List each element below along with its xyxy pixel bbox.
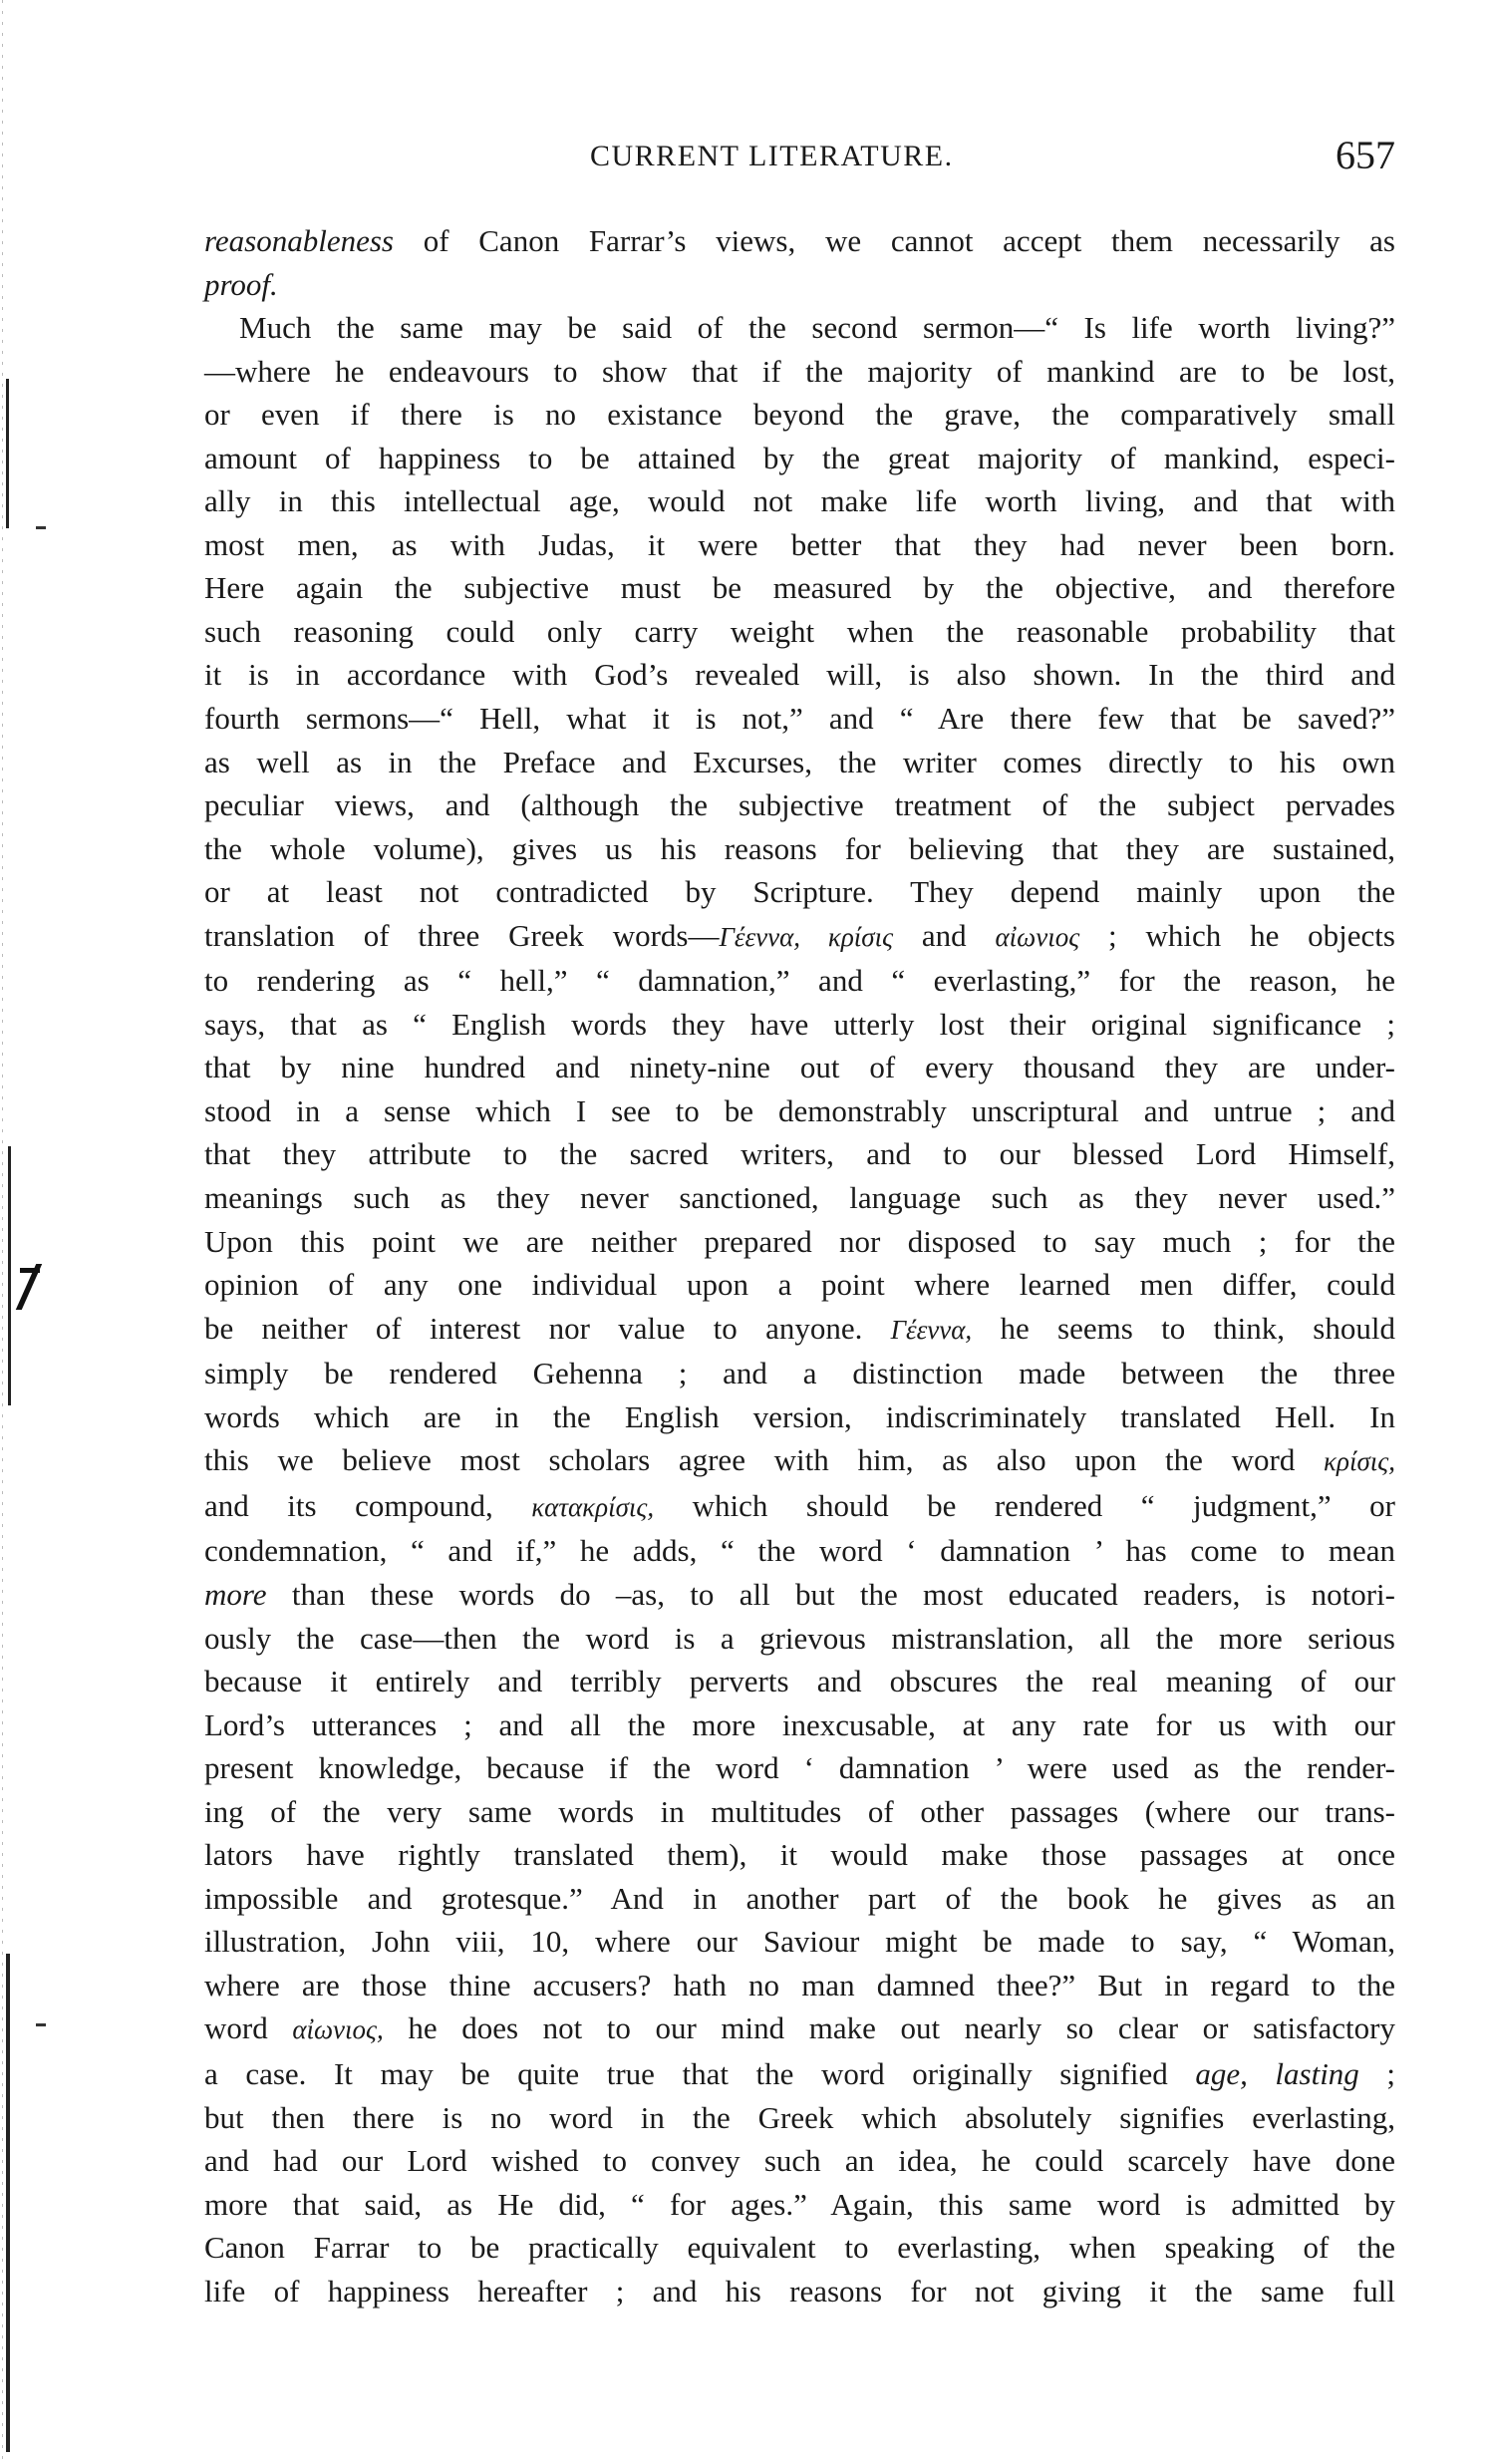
scan-edge-mark	[6, 1954, 10, 2452]
text-line	[204, 1877, 1395, 1921]
text-run: Canon Farrar to be practically equivalent to everlasting, when speaking of the	[204, 2230, 1395, 2266]
text-line	[204, 523, 1395, 567]
text-line	[204, 2183, 1395, 2227]
text-run: ally in this intellectual age, would not make life worth living, and that with	[204, 483, 1395, 519]
text-run: it is in accordance with God’s revealed will, is also shown. In the third and	[204, 657, 1395, 693]
text-run: where are those thine accusers? hath no man damned thee?” But in regard to the	[204, 1967, 1395, 2002]
text-line	[204, 2226, 1395, 2270]
text-run: lators have rightly translated them), it would make those passages at once	[204, 1837, 1395, 1873]
text-run: more that said, as He did, “ for ages.” Again, this same word is admitted by	[204, 2186, 1395, 2222]
text-line	[204, 783, 1395, 827]
text-run: and	[893, 917, 996, 953]
text-line	[204, 2270, 1395, 2313]
text-line	[204, 1046, 1395, 1089]
text-run: opinion of any one individual upon a point where learned men differ, could	[204, 1267, 1395, 1303]
text-line	[204, 1352, 1395, 1395]
text-line	[204, 219, 1395, 263]
text-line	[204, 1220, 1395, 1264]
text-run: which should be rendered “ judgment,” or	[654, 1487, 1395, 1523]
italic-text: more	[204, 1576, 267, 1612]
text-run: most men, as with Judas, it were better that they had never been born.	[204, 526, 1395, 562]
text-run: condemnation, “ and if,” he adds, “ the word ‘ damnation ’ has come to mean	[204, 1533, 1395, 1569]
text-line	[204, 263, 1395, 307]
italic-text: reasonableness	[204, 223, 394, 258]
text-line	[204, 1529, 1395, 1573]
scan-edge-mark	[8, 1146, 11, 1405]
text-line	[204, 959, 1395, 1003]
text-run: Upon this point we are neither prepared nor disposed to say much ; for the	[204, 1223, 1395, 1259]
text-run: Lord’s utterances ; and all the more inexcusable, at any rate for us with our	[204, 1706, 1395, 1742]
text-run: impossible and grotesque.” And in another part of the book he gives as an	[204, 1880, 1395, 1916]
italic-text: age, lasting	[1195, 2055, 1359, 2091]
greek-word: Γέεννα, κρίσις	[719, 921, 894, 952]
text-run: says, that as “ English words they have utterly lost their original significance ;	[204, 1006, 1395, 1042]
text-run: that by nine hundred and ninety-nine out of every thousand they are under-	[204, 1050, 1395, 1085]
text-line	[204, 350, 1395, 394]
text-line	[204, 1833, 1395, 1877]
scan-margin-mark	[20, 1268, 40, 1273]
text-run: as well as in the Preface and Excurses, the writer comes directly to his own	[204, 744, 1395, 779]
text-line	[204, 1484, 1395, 1530]
text-line	[204, 1573, 1395, 1617]
running-head: CURRENT LITERATURE.	[590, 140, 954, 172]
page-header	[204, 133, 1395, 189]
text-line	[204, 610, 1395, 654]
text-line	[204, 1089, 1395, 1133]
text-line	[204, 1964, 1395, 2007]
text-run: ;	[1358, 2055, 1395, 2091]
greek-word: Γέεννα,	[890, 1314, 973, 1345]
text-line	[204, 1132, 1395, 1176]
text-line	[204, 393, 1395, 437]
text-line	[204, 1003, 1395, 1047]
text-run: be neither of interest nor value to anyone.	[204, 1310, 891, 1346]
text-line	[204, 2139, 1395, 2183]
text-run: present knowledge, because if the word ‘ damnation ’ were used as the render-	[204, 1750, 1395, 1786]
text-run: or even if there is no existance beyond the grave, the comparatively small	[204, 397, 1395, 433]
text-line	[204, 697, 1395, 741]
text-run: the whole volume), gives us his reasons for believing that they are sustained,	[204, 830, 1395, 866]
text-line	[204, 1307, 1395, 1353]
greek-word: αἰωνιος,	[292, 2014, 384, 2045]
italic-text: proof.	[204, 266, 278, 302]
scan-margin-mark	[36, 2023, 46, 2026]
text-run: such reasoning could only carry weight when the reasonable probability that	[204, 613, 1395, 649]
page-number: 657	[1336, 133, 1395, 177]
text-run: and had our Lord wished to convey such an idea, he could scarcely have done	[204, 2143, 1395, 2179]
text-line	[204, 1438, 1395, 1484]
text-line	[204, 741, 1395, 784]
scan-edge-mark	[6, 379, 9, 528]
text-run: words which are in the English version, indiscriminately translated Hell. In	[204, 1398, 1395, 1434]
text-line	[204, 437, 1395, 480]
text-run: ously the case—then the word is a grievous mistranslation, all the more serious	[204, 1620, 1395, 1656]
text-run: meanings such as they never sanctioned, language such as they never used.”	[204, 1180, 1395, 1216]
greek-word: αἰωνιος	[995, 921, 1080, 952]
text-run: translation of three Greek words—	[204, 917, 720, 953]
text-run: word	[204, 2010, 293, 2046]
text-line	[204, 1263, 1395, 1307]
scan-margin-mark	[36, 526, 46, 529]
text-run: that they attribute to the sacred writers, and to our blessed Lord Himself,	[204, 1136, 1395, 1172]
text-run: —where he endeavours to show that if the majority of mankind are to be lost,	[204, 353, 1395, 389]
text-run: illustration, John viii, 10, where our Saviour might be made to say, “ Woman,	[204, 1924, 1395, 1960]
text-run: amount of happiness to be attained by the great majority of mankind, especi-	[204, 440, 1395, 475]
text-run: this we believe most scholars agree with him, as also upon the word	[204, 1442, 1325, 1478]
text-line	[204, 2052, 1395, 2096]
text-run: but then there is no word in the Greek which absolutely signifies everlasting,	[204, 2099, 1395, 2135]
text-run: than these words do –as, to all but the most educated readers, is notori-	[266, 1576, 1395, 1612]
text-run: simply be rendered Gehenna ; and a distinction made between the three	[204, 1356, 1395, 1391]
text-line	[204, 306, 1395, 350]
text-run: to rendering as “ hell,” “ damnation,” and “ everlasting,” for the reason, he	[204, 963, 1395, 999]
text-run: Here again the subjective must be measured by the objective, and therefore	[204, 570, 1395, 606]
text-line	[204, 1617, 1395, 1661]
text-run: a case. It may be quite true that the word originally signified	[204, 2055, 1196, 2091]
greek-word: κρίσις,	[1324, 1446, 1395, 1477]
text-run: Much the same may be said of the second sermon—“ Is life worth living?”	[239, 310, 1395, 346]
text-run: he does not to our mind make out nearly so clear or satisfactory	[383, 2010, 1395, 2046]
text-run: fourth sermons—“ Hell, what it is not,” and “ Are there few that be saved?”	[204, 701, 1395, 737]
greek-word: κατακρίσις,	[531, 1491, 655, 1522]
text-run: of Canon Farrar’s views, we cannot accept them necessarily as	[394, 223, 1395, 258]
text-line	[204, 1746, 1395, 1790]
text-line	[204, 1703, 1395, 1747]
text-line	[204, 566, 1395, 610]
text-run: or at least not contradicted by Scripture. They depend mainly upon the	[204, 874, 1395, 910]
text-line	[204, 1176, 1395, 1220]
text-line	[204, 1395, 1395, 1439]
text-line	[204, 2096, 1395, 2140]
text-run: because it entirely and terribly perverts and obscures the real meaning of our	[204, 1664, 1395, 1699]
text-line	[204, 2006, 1395, 2052]
text-line	[204, 1790, 1395, 1834]
text-line	[204, 479, 1395, 523]
text-run: he seems to think, should	[972, 1310, 1395, 1346]
text-line	[204, 653, 1395, 697]
text-line	[204, 914, 1395, 960]
text-run: ing of the very same words in multitudes of other passages (where our trans-	[204, 1793, 1395, 1829]
text-run: stood in a sense which I see to be demonstrably unscriptural and untrue ; and	[204, 1092, 1395, 1128]
text-run: life of happiness hereafter ; and his reasons for not giving it the same full	[204, 2273, 1395, 2309]
text-run: peculiar views, and (although the subjective treatment of the subject pervades	[204, 787, 1395, 823]
text-run: ; which he objects	[1079, 917, 1395, 953]
body-text	[204, 219, 1395, 2312]
scan-edge-dots	[2, 0, 3, 2464]
text-line	[204, 1660, 1395, 1703]
text-line	[204, 1920, 1395, 1964]
text-line	[204, 827, 1395, 871]
text-run: and its compound,	[204, 1487, 532, 1523]
text-line	[204, 870, 1395, 914]
